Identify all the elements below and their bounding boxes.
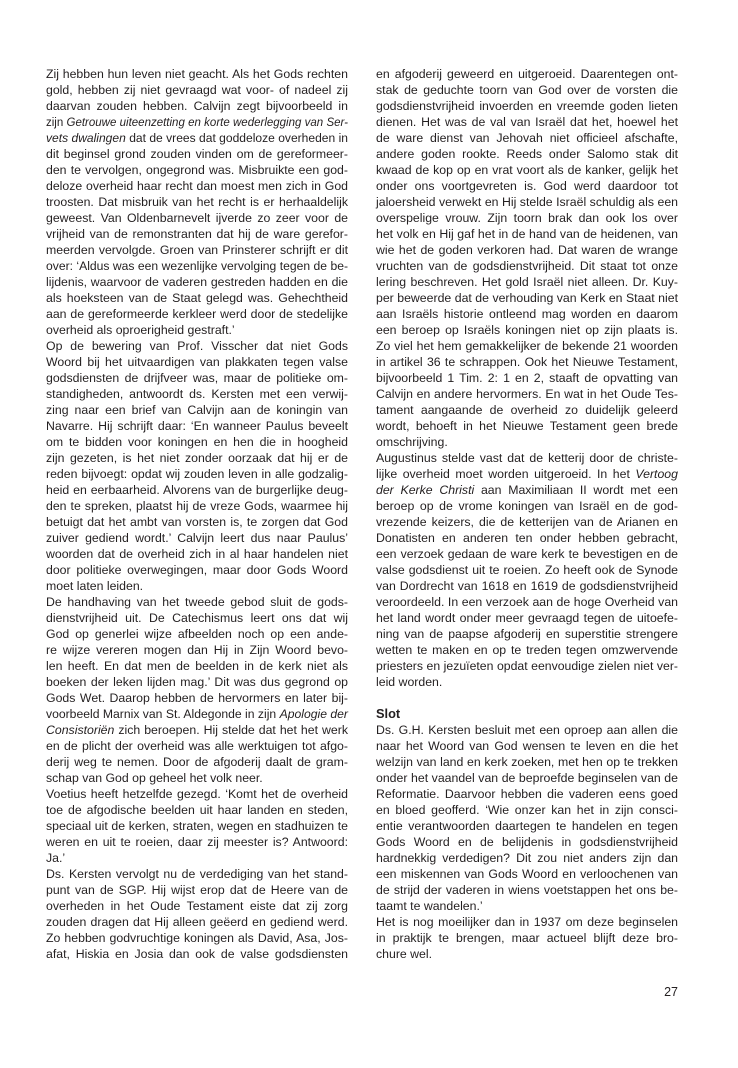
line-text: hardnekkig verdedigen? Dit zou niet anders zijn dan (376, 851, 678, 865)
text-line (376, 578, 678, 594)
line-text: den te vervolgen, ongegrond was. Misbruikte een god- (46, 163, 348, 177)
line-text: overspelige vrouw. Zijn toorn brak dan ook los over (376, 211, 678, 225)
line-text: vrijheid van de remonstranten dat hij de ware gerefor- (46, 227, 348, 241)
line-text: Ds. G.H. Kersten besluit met een oproep aan allen die (376, 723, 678, 737)
text-line (376, 290, 678, 306)
line-text: het volk en Hij gaf het in de hand van de heidenen, van (376, 227, 678, 241)
text-line (46, 770, 348, 786)
text-line (376, 866, 678, 882)
text-line (376, 322, 678, 338)
line-text: over: ‘Aldus was een wezenlijke vervolging tegen de be- (46, 259, 348, 273)
text-line (376, 610, 678, 626)
text-line (376, 946, 678, 962)
line-text: Reformatie. Daarvoor hebben die vaderen eens goed (376, 787, 678, 801)
text-line (46, 290, 348, 306)
text-line (46, 178, 348, 194)
line-text: overheden in het Oude Testament eiste dat zij zorg (46, 899, 348, 913)
text-line (46, 386, 348, 402)
text-line (376, 386, 678, 402)
text-line (376, 818, 678, 834)
text-line (376, 738, 678, 754)
text-line (376, 194, 678, 210)
line-text: Augustinus stelde vast dat de ketterij door de christe- (376, 451, 678, 465)
text-line (376, 562, 678, 578)
line-text: weren en uit te roeien, daar zij meester is? Antwoord: (46, 835, 348, 849)
line-text: wetten te maken en op te treden tegen omzwervende (376, 643, 678, 657)
line-text: de strijd der vaderen in wiens voetstappen het ons be- (376, 883, 678, 897)
line-text: om te bidden voor koningen en hen die in hoogheid (46, 435, 348, 449)
text-line (46, 738, 348, 754)
line-text: lijke overheid moet worden uitgeroeid. In het (376, 467, 636, 481)
text-line (46, 370, 348, 386)
left-text-column (46, 66, 348, 962)
text-line (376, 146, 678, 162)
text-line (46, 850, 348, 866)
line-text: in praktijk te brengen, maar actueel blijft deze bro- (376, 931, 678, 945)
text-line (376, 226, 678, 242)
line-text: De handhaving van het tweede gebod sluit de gods- (46, 595, 348, 609)
line-text: onder ons voortgevreten is. God werd daardoor tot (376, 179, 678, 193)
text-line (376, 242, 678, 258)
text-line (376, 258, 678, 274)
line-text: een miskennen van Gods Woord en verloochenen van (376, 867, 678, 881)
text-line (376, 402, 678, 418)
line-text: Voetius heeft hetzelfde gezegd. ‘Komt het de overheid (46, 787, 348, 801)
paragraph (46, 866, 348, 962)
text-line (46, 482, 348, 498)
text-line (376, 770, 678, 786)
text-line (46, 690, 348, 706)
text-line (46, 162, 348, 178)
line-text: len heeft. En dat men de beelden in de kerk niet als (46, 659, 348, 673)
line-text: een verzoek gedaan de ware kerk te bevestigen en de (376, 547, 678, 561)
text-line (46, 930, 348, 946)
line-text: deloze overheid haar recht dan moest men zich in God (46, 179, 348, 193)
text-line (46, 194, 348, 210)
line-text: naar het Woord van God wensen te leven en die het (376, 739, 678, 753)
line-text: vruchten van de godsdienstvrijheid. Dit staat tot onze (376, 259, 678, 273)
text-line (376, 898, 678, 914)
line-text: Zo viel het hem gemakkelijker de bekende 21 woorden (376, 339, 678, 353)
text-line (376, 130, 678, 146)
text-line (46, 82, 348, 98)
text-line (376, 754, 678, 770)
line-text: overheid als oproerigheid gestraft.’ (46, 323, 235, 337)
line-text: en afgoderij geweerd en uitgeroeid. Daarentegen ont- (376, 67, 678, 81)
italic-title-text: Vertoog (635, 467, 678, 481)
text-line (46, 258, 348, 274)
line-text: beroep op de vrome koningen van Israël en de god- (376, 499, 678, 513)
text-line (376, 418, 678, 434)
page-number: 27 (664, 985, 678, 999)
text-line (46, 834, 348, 850)
text-line (376, 178, 678, 194)
line-text: speciaal uit de kerken, straten, wegen en stadhuizen te (46, 819, 348, 833)
line-text: het land wordt onder meer gevraagd tegen de uitoefe- (376, 611, 678, 625)
line-text: godsdienstvrijheid invoerden en vreemde goden lieten (376, 99, 678, 113)
line-text: wie het de goden verkoren had. Dat waren de wrange (376, 243, 678, 257)
paragraph (46, 786, 348, 866)
text-line (376, 530, 678, 546)
text-line (46, 498, 348, 514)
line-text: bijvoorbeeld 1 Tim. 2: 1 en 2, staaft de opvatting van (376, 371, 678, 385)
text-line (46, 322, 348, 338)
text-line (46, 354, 348, 370)
text-line (46, 98, 348, 114)
line-text: Op de bewering van Prof. Visscher dat niet Gods (46, 339, 348, 353)
text-line (376, 786, 678, 802)
line-text: van Dordrecht van 1618 en 1619 de godsdienstvrijheid (376, 579, 678, 593)
text-line (376, 114, 678, 130)
text-line (376, 162, 678, 178)
text-line (46, 818, 348, 834)
line-text: heid en eerbaarheid. Alvorens van de burgerlijke deug- (46, 483, 348, 497)
line-text: boeken der leken lijden mag.’ Dit was dus gegrond op (46, 675, 348, 689)
text-line (376, 450, 678, 466)
section-heading: Slot (376, 706, 401, 721)
text-line (46, 402, 348, 418)
line-text: en de plicht der overheid was alle werktuigen tot afgo- (46, 739, 348, 753)
text-line (46, 610, 348, 626)
italic-title-text: Apologie der (279, 707, 348, 721)
text-line (46, 722, 348, 738)
text-line (46, 210, 348, 226)
text-line (376, 594, 678, 610)
line-text: Gods Wet. Daarop hebben de hervormers en later bij- (46, 691, 348, 705)
text-line (46, 866, 348, 882)
line-text: voorbeeld Marnix van St. Aldegonde in zijn (46, 707, 280, 721)
italic-title-text: vets dwalingen (46, 131, 126, 145)
line-text: Het is nog moeilijker dan in 1937 om deze beginselen (376, 915, 678, 929)
line-text: standigheden, antwoordt ds. Kersten met een verwij- (46, 387, 348, 401)
line-text: Ja.’ (46, 851, 66, 865)
line-text: ning van de paapse afgoderij en superstitie strengere (376, 627, 678, 641)
line-text: moet laten leiden. (46, 579, 144, 593)
text-line (46, 306, 348, 322)
text-line (46, 338, 348, 354)
italic-title-text: Consistoriën (46, 723, 115, 737)
text-line (46, 706, 348, 722)
text-line (376, 370, 678, 386)
line-text: gold, hebben zij niet gevraagd wat voor- of nadeel zij (46, 83, 348, 97)
text-line (376, 466, 678, 482)
line-text: chure wel. (376, 947, 433, 961)
line-text: onder het vaandel van de beproefde beginselen van de (376, 771, 678, 785)
line-text: Zo hebben godvruchtige koningen als David, Asa, Jos- (46, 931, 348, 945)
line-text: reden bijvoegt: opdat wij zouden leven in alle godzalig- (46, 467, 348, 481)
line-text: veroordeeld. In een verzoek aan de hoge Overheid van (376, 595, 678, 609)
line-text: leid worden. (376, 675, 443, 689)
line-text: entie verantwoorden daartegen te handelen en tegen (376, 819, 678, 833)
line-text: dienen. Het was de val van Israël dat het, hoewel het (376, 115, 678, 129)
line-text: Calvijn en andere hervormers. En wat in het Oude Tes- (376, 387, 678, 401)
text-line (46, 450, 348, 466)
line-text: wordt, behoeft in het Nieuwe Testament geen brede (376, 419, 678, 433)
paragraph (46, 66, 348, 338)
text-line (46, 546, 348, 562)
text-line (376, 354, 678, 370)
text-line (376, 274, 678, 290)
section-spacer (376, 690, 678, 706)
text-line (376, 306, 678, 322)
text-line (46, 882, 348, 898)
text-line (46, 674, 348, 690)
text-line (376, 626, 678, 642)
line-text: geweest. Van Oldenbarnevelt ijverde zo zeer voor de (46, 211, 348, 225)
text-line (376, 850, 678, 866)
text-line (46, 434, 348, 450)
text-line (376, 674, 678, 690)
line-text: een beroep op Israëls koningen niet op zijn plaats is. (376, 323, 678, 337)
paragraph (376, 722, 678, 914)
line-text: taamt te wandelen.’ (376, 899, 483, 913)
line-text: dienstvrijheid uit. De Catechismus leert ons dat wij (46, 611, 348, 625)
paragraph (376, 66, 678, 450)
line-text: Zij hebben hun leven niet geacht. Als het Gods rechten (46, 67, 348, 81)
line-text: lering beschreven. Het gold Israël niet alleen. Dr. Kuy- (376, 275, 678, 289)
line-text: Ds. Kersten vervolgt nu de verdediging van het stand- (46, 867, 348, 881)
line-text: toe de afgodische beelden uit haar landen en steden, (46, 803, 348, 817)
line-text: troosten. Dat misbruik van het recht is er herhaaldelijk (46, 195, 348, 209)
line-text: dit beginsel grond zouden vinden om de gereformeer- (46, 147, 348, 161)
italic-title-text: Getrouwe uiteenzetting en korte wederlegging van Ser- (66, 115, 348, 129)
line-text: aan Maximiliaan II wordt met een (474, 483, 678, 497)
text-line (46, 594, 348, 610)
line-text: punt van de SGP. Hij wijst erop dat de Heere van de (46, 883, 348, 897)
line-text: omschrijving. (376, 435, 448, 449)
text-line (46, 578, 348, 594)
line-text: stak de geduchte toorn van God over de vorsten die (376, 83, 678, 97)
line-text: aan de gereformeerde kerkleer werd door de stedelijke (46, 307, 348, 321)
line-text: zing naar een brief van Calvijn aan de koningin van (46, 403, 348, 417)
line-text: andere goden rookte. Reeds onder Salomo stak dit (376, 147, 678, 161)
line-text: zouden dragen dat Hij alleen geëerd en gediend werd. (46, 915, 348, 929)
text-line (376, 834, 678, 850)
line-text: den te spreken, plaatst hij de vreze Gods, waarmee hij (46, 499, 348, 513)
line-text: per beweerde dat de verhouding van Kerk en Staat niet (376, 291, 678, 305)
line-text: door politieke overwegingen, maar door Gods Woord (46, 563, 348, 577)
text-line (46, 466, 348, 482)
text-line (376, 914, 678, 930)
line-text: jaloersheid verwekt en Hij stelde Israël schuldig als een (376, 195, 678, 209)
line-text: woorden dat de overheid zich in al haar handelen niet (46, 547, 348, 561)
text-line (376, 722, 678, 738)
text-line (376, 210, 678, 226)
line-text: Woord bij het uitvaardigen van plakkaten tegen valse (46, 355, 348, 369)
line-text: afat, Hiskia en Josia dan ook de valse godsdiensten (46, 947, 348, 961)
right-text-column (376, 66, 678, 962)
line-text: dat de vrees dat goddeloze overheden in (125, 131, 348, 145)
line-text: de ware dienst van Jehovah niet officieel afschafte, (376, 131, 678, 145)
line-text: aan Israëls historie ontleend mag worden en daarom (376, 307, 678, 321)
line-text: re wijze vereren mogen dan Hij in Zijn Woord bevo- (46, 643, 348, 657)
line-text: lijdenis, waarvoor de vaderen gestreden hadden en die (46, 275, 348, 289)
text-line (376, 66, 678, 82)
line-text: meerden vervolgde. Groen van Prinsterer schrijft er dit (46, 243, 348, 257)
text-line (46, 642, 348, 658)
text-line (46, 786, 348, 802)
text-line (46, 802, 348, 818)
text-line (46, 914, 348, 930)
line-text: priesters en jezuïeten opdat eenvoudige zielen niet ver- (376, 659, 678, 673)
text-line (376, 338, 678, 354)
line-text: als hoeksteen van de Staat gelegd was. Gehechtheid (46, 291, 348, 305)
text-line (46, 530, 348, 546)
line-text: valse godsdienst uit te roeien. Zo heeft ook de Synode (376, 563, 678, 577)
text-line (46, 658, 348, 674)
paragraph (46, 594, 348, 786)
text-line (376, 98, 678, 114)
text-line (46, 242, 348, 258)
line-text: zuiver gediend wordt.’ Calvijn leert dus naar Paulus’ (46, 531, 348, 545)
text-line (46, 146, 348, 162)
text-line (376, 514, 678, 530)
line-text: kwaad de kop op en vrat voort als de kanker, gelijk het (376, 163, 678, 177)
text-line (376, 658, 678, 674)
text-line (46, 66, 348, 82)
text-line (376, 882, 678, 898)
text-line (46, 626, 348, 642)
text-line (376, 802, 678, 818)
text-line (376, 482, 678, 498)
line-text: daarvan zouden hebben. Calvijn zegt bijvoorbeeld in (46, 99, 348, 113)
paragraph (376, 450, 678, 690)
line-text: vrezende keizers, die de ketterijen van de Arianen en (376, 515, 678, 529)
text-line (46, 114, 348, 130)
text-line (46, 514, 348, 530)
text-line (376, 930, 678, 946)
line-text: Donatisten en anderen ten onder hebben gebracht, (376, 531, 678, 545)
text-line (376, 498, 678, 514)
text-line (46, 274, 348, 290)
line-text: derij weg te nemen. Door de afgoderij daalt de gram- (46, 755, 348, 769)
italic-title-text: der Kerke Christi (376, 483, 475, 497)
line-text: zich beroepen. Hij stelde dat het het werk (114, 723, 348, 737)
text-line (46, 130, 348, 146)
line-text: Gods Woord en de belijdenis in godsdienstvrijheid (376, 835, 678, 849)
line-text: God op generlei wijze afbeelden noch op een ande- (46, 627, 348, 641)
line-text: welzijn van land en kerk zoeken, met hen op te trekken (376, 755, 678, 769)
text-line (376, 546, 678, 562)
text-line (376, 434, 678, 450)
line-text: tament aangaande de overheid zo duidelijk geleerd (376, 403, 678, 417)
line-text: godsdiensten de drijfveer was, maar de politieke om- (46, 371, 348, 385)
line-text: zijn gezeten, is het niet zonder oorzaak dat hij er de (46, 451, 348, 465)
line-text: en bloed geofferd. ‘Wie onzer kan het in zijn consci- (376, 803, 678, 817)
text-line (376, 82, 678, 98)
text-line (46, 946, 348, 962)
line-text: zijn (46, 115, 67, 129)
text-line (46, 754, 348, 770)
text-line (376, 642, 678, 658)
line-text: betuigt dat het ambt van vorsten is, te zorgen dat God (46, 515, 348, 529)
text-line (46, 418, 348, 434)
line-text: Navarre. Hij schrijft daar: ‘En wanneer Paulus beveelt (46, 419, 348, 433)
paragraph (376, 914, 678, 962)
text-line (46, 562, 348, 578)
paragraph (46, 338, 348, 594)
text-line (46, 898, 348, 914)
line-text: schap van God op geheel het volk neer. (46, 771, 263, 785)
line-text: in artikel 36 te schrappen. Ook het Nieuwe Testament, (376, 355, 678, 369)
text-line (46, 226, 348, 242)
